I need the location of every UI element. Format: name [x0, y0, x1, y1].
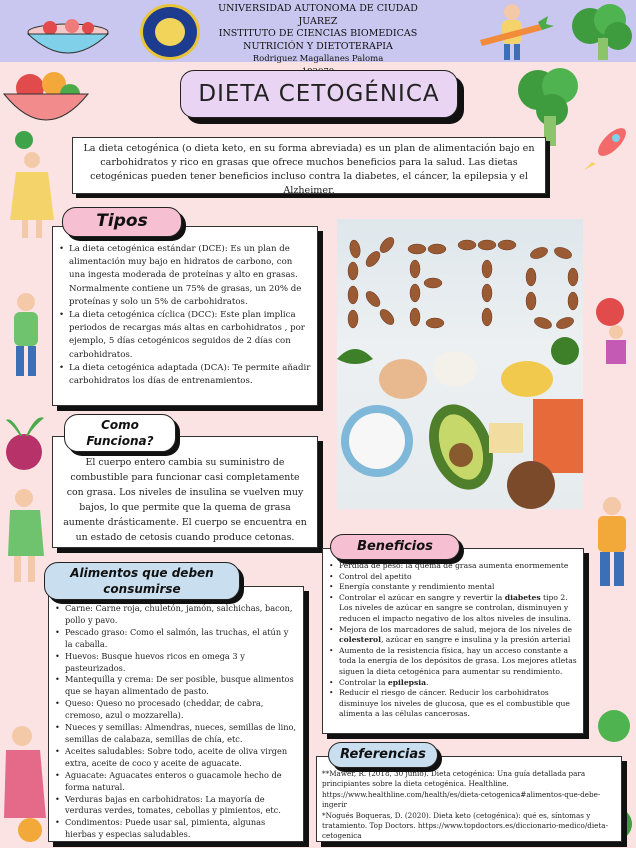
university-seal-icon — [140, 4, 200, 60]
list-item: • Huevos: Busque huevos ricos en omega 3 y pasteurizados. — [55, 651, 298, 675]
list-item: • Condimentos: Puede usar sal, pimienta, algunas hierbas y especias saludables. — [55, 817, 298, 841]
header-text — [200, 3, 436, 78]
list-item: • Controlar la epilepsia. — [329, 678, 578, 689]
list-item: • Queso: Queso no procesado (cheddar, de cabra, cremoso, azul o mozzarella). — [55, 698, 298, 722]
list-item: • Control del apetito — [329, 572, 578, 583]
list-item: • Energía constante y rendimiento mental — [329, 582, 578, 593]
university-name: UNIVERSIDAD AUTONOMA DE CIUDAD JUAREZ — [218, 3, 418, 27]
keto-photo-drawing — [337, 219, 583, 509]
author-name: Rodriguez Magallanes Paloma — [252, 54, 384, 64]
alimentos-heading — [44, 562, 240, 600]
alimentos-list — [55, 603, 298, 841]
woman-cooking-left-illustration — [0, 706, 52, 846]
list-item: • La dieta cetogénica estándar (DCE): Es un plan de alimentación muy bajo en hidratos de carbono, con una ingesta moderada de proteínas y alto en grasas. Normalmente contiene un 75% de grasas, un 20% de proteínas y solo un 5% de carbohidratos. — [59, 243, 311, 309]
reference-1: **Mawer, R. (2018, 30 junio). Dieta cetogénica: Una guía detallada para principiantes sobre la dieta cetogénica. Healthline. https://www.healthline.com/health/es/dieta-cetogenica#alimentos-que-debe-ingerir — [322, 769, 601, 810]
referencias-heading: Referencias — [328, 742, 438, 768]
program-name: NUTRICIÓN Y DIETOTERAPIA — [243, 40, 393, 52]
woman-tomato-right-illustration — [586, 296, 636, 376]
como-heading-line1: Como — [101, 418, 139, 432]
como-funciona-panel — [52, 436, 318, 548]
tipos-heading: Tipos — [62, 207, 182, 237]
woman-box-right-illustration — [588, 494, 636, 590]
fruit-bowl-illustration — [0, 66, 92, 128]
como-funciona-heading — [64, 414, 176, 452]
como-heading-line2: Funciona? — [86, 434, 154, 448]
reference-2: *Nogués Boqueras, D. (2020). Dieta keto (cetogénica): qué es, síntomas y tratamiento. Top Doctors. https://www.topdoctors.es/diccionario-medico/dieta-cetogenica — [322, 810, 608, 841]
alimentos-panel — [48, 586, 304, 842]
broccoli-illustration — [560, 0, 636, 62]
list-item: • Aumento de la resistencia física, hay un acceso constante a toda la energía de los depósitos de grasa. Los mejores atletas siguen la dieta cetogénica para aumentar su rendimiento. — [329, 646, 578, 678]
beneficios-list — [329, 561, 578, 720]
list-item: • Mejora de los marcadores de salud, mejora de los niveles de colesterol, azúcar en sangre e insulina y la presión arterial — [329, 625, 578, 646]
intro-text: La dieta cetogénica (o dieta keto, en su forma abreviada) es un plan de alimentación bajo en carbohidratos y rico en grasas que ofrece muchos beneficios para la salud. Las dietas cetogénicas pueden tener beneficios incluso contra la diabetes, el cáncer, la epilepsia y el Alzheimer. — [72, 137, 546, 194]
woman-broccoli-left-illustration — [2, 130, 68, 240]
list-item: • Carne: Carne roja, chuletón, jamón, salchichas, bacon, pollo y pavo. — [55, 603, 298, 627]
alimentos-heading-line1: Alimentos que deben — [70, 566, 214, 580]
beet-illustration — [0, 412, 50, 482]
list-item: • Pérdida de peso: la quema de grasa aumenta enormemente — [329, 561, 578, 572]
list-item: • Pescado graso: Como el salmón, las truchas, el atún y la caballa. — [55, 627, 298, 651]
alimentos-heading-line2: consumirse — [103, 582, 181, 596]
list-item: • La dieta cetogénica cíclica (DCC): Este plan implica periodos de recargas más altas en carbohidratos , por ejemplo, 5 días cetogénicos seguidos de 2 días con carbohidratos. — [59, 309, 311, 362]
list-item: • Reducir el riesgo de cáncer. Reducir los carbohidratos disminuye los niveles de glucosa, que es el combustible que alimenta a las células cancerosas. — [329, 688, 578, 720]
woman-carrot-illustration — [470, 0, 556, 62]
list-item: • Nueces y semillas: Almendras, nueces, semillas de lino, semillas de calabaza, semillas de chía, etc. — [55, 722, 298, 746]
referencias-panel — [316, 756, 622, 842]
institute-name: INSTITUTO DE CIENCIAS BIOMEDICAS — [218, 28, 418, 39]
tipos-list — [59, 243, 311, 388]
rocket-illustration — [580, 118, 636, 174]
salad-bowl-illustration — [22, 6, 114, 60]
list-item: • Verduras bajas en carbohidratos: La mayoría de verduras verdes, tomates, cebollas y pimientos, etc. — [55, 794, 298, 818]
man-vegetable-illustration — [0, 290, 52, 382]
como-funciona-text: El cuerpo entero cambia su suministro de combustible para funcionar casi completamente con grasa. Los niveles de insulina se vuelven muy bajos, lo que permite que la quema de grasa aumente drásticamente. El cuerpo se encuentra en un estado de cetosis cuando produce cetonas. — [63, 457, 307, 543]
list-item: • La dieta cetogénica adaptada (DCA): Te permite añadir carbohidratos los días de entrenamientos. — [59, 362, 311, 388]
list-item: • Aguacate: Aguacates enteros o guacamole hecho de forma natural. — [55, 770, 298, 794]
tipos-panel — [52, 226, 318, 406]
list-item: • Mantequilla y crema: De ser posible, busque alimentos que se hayan alimentado de pasto. — [55, 674, 298, 698]
list-item: • Aceites saludables: Sobre todo, aceite de oliva virgen extra, aceite de coco y aceite de aguacate. — [55, 746, 298, 770]
list-item: • Controlar el azúcar en sangre y revertir la diabetes tipo 2. Los niveles de azúcar en sangre se controlan, disminuyen y reducen el impacto negativo de los altos niveles de insulina. — [329, 593, 578, 625]
page-title: DIETA CETOGÉNICA — [180, 70, 458, 118]
beneficios-panel — [322, 548, 584, 734]
beneficios-heading: Beneficios — [330, 534, 460, 560]
keto-food-photo — [337, 219, 583, 509]
